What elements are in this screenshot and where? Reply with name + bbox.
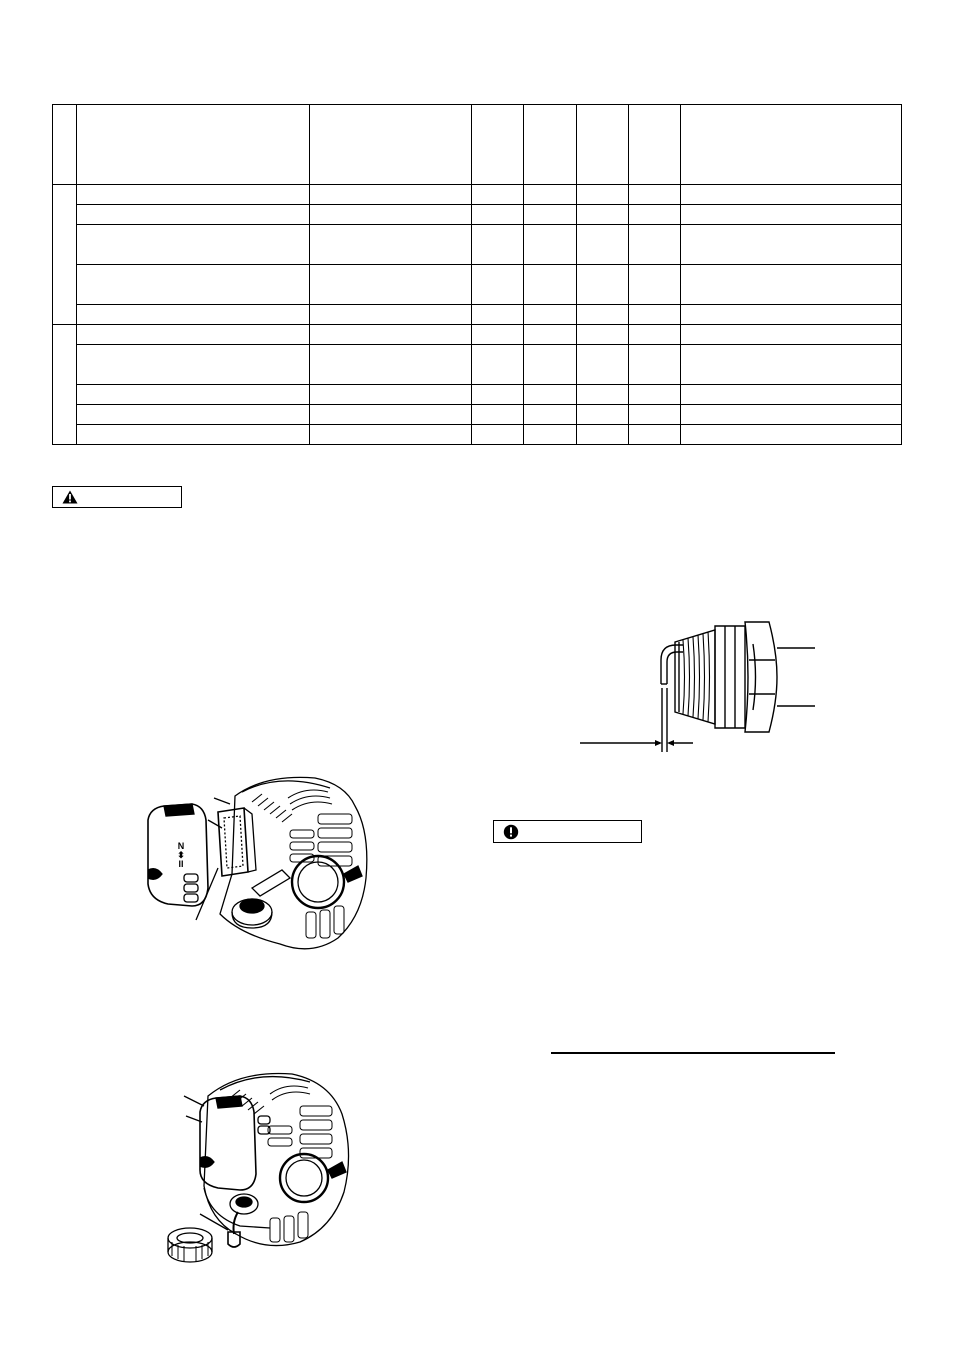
table-cell xyxy=(77,205,310,225)
caution-label xyxy=(493,820,642,843)
table-cell xyxy=(577,305,629,325)
table-cell xyxy=(77,345,310,385)
table-cell xyxy=(524,385,577,405)
table-cell xyxy=(577,385,629,405)
choke-position-marks xyxy=(176,842,186,869)
table-cell xyxy=(77,385,310,405)
table-cell xyxy=(629,385,681,405)
table-row xyxy=(53,345,902,385)
table-cell xyxy=(629,405,681,425)
table-cell xyxy=(629,265,681,305)
table-cell xyxy=(629,225,681,265)
table-cell xyxy=(77,325,310,345)
table-cell xyxy=(472,185,524,205)
table-cell xyxy=(77,185,310,205)
section-underline xyxy=(551,1052,835,1054)
table-header-cell xyxy=(77,105,310,185)
maintenance-table xyxy=(52,104,902,445)
table-cell xyxy=(310,385,472,405)
choke-mark-arrow: ⬍ xyxy=(177,850,185,860)
table-cell xyxy=(629,345,681,385)
table-cell xyxy=(310,405,472,425)
table-cell xyxy=(629,425,681,445)
table-cell xyxy=(681,225,902,265)
table-cell xyxy=(681,185,902,205)
table-cell xyxy=(472,205,524,225)
table-cell xyxy=(681,345,902,385)
table-cell xyxy=(577,205,629,225)
table-cell xyxy=(472,385,524,405)
table-cell xyxy=(681,425,902,445)
table-header-cell xyxy=(681,105,902,185)
table-cell xyxy=(681,405,902,425)
table-cell xyxy=(310,185,472,205)
table-cell xyxy=(577,225,629,265)
table-cell xyxy=(577,265,629,305)
table-cell xyxy=(310,345,472,385)
table-cell xyxy=(472,405,524,425)
table-cell xyxy=(77,265,310,305)
table-cell xyxy=(524,405,577,425)
table-cell xyxy=(524,185,577,205)
table-cell xyxy=(681,305,902,325)
table-group-cell xyxy=(53,325,77,445)
table-cell xyxy=(577,405,629,425)
table-row xyxy=(53,265,902,305)
table-header-cell xyxy=(310,105,472,185)
choke-mark-n: N xyxy=(177,841,185,851)
table-cell xyxy=(77,225,310,265)
table-row xyxy=(53,305,902,325)
table-cell xyxy=(472,225,524,265)
table-cell xyxy=(310,325,472,345)
table-row xyxy=(53,185,902,205)
table-cell xyxy=(629,325,681,345)
table-cell xyxy=(681,265,902,305)
table-cell xyxy=(472,325,524,345)
table-cell xyxy=(524,345,577,385)
table-cell xyxy=(524,325,577,345)
table-row xyxy=(53,385,902,405)
table-header-cell xyxy=(472,105,524,185)
table-cell xyxy=(310,225,472,265)
table-row xyxy=(53,425,902,445)
table-header-cell xyxy=(577,105,629,185)
table-cell xyxy=(310,205,472,225)
table-cell xyxy=(681,385,902,405)
table-row xyxy=(53,225,902,265)
table-cell xyxy=(629,185,681,205)
table-cell xyxy=(681,205,902,225)
table-row xyxy=(53,405,902,425)
table-cell xyxy=(577,345,629,385)
table-cell xyxy=(472,345,524,385)
table-cell xyxy=(53,105,77,185)
table-cell xyxy=(524,305,577,325)
table-header-cell xyxy=(629,105,681,185)
spark-plug-gap-illustration xyxy=(575,612,820,752)
table-group-cell xyxy=(53,185,77,325)
table-cell xyxy=(577,185,629,205)
table-cell xyxy=(524,225,577,265)
table-cell xyxy=(77,305,310,325)
table-cell xyxy=(524,425,577,445)
table-cell xyxy=(524,265,577,305)
table-header-row xyxy=(53,105,902,185)
table-cell xyxy=(310,305,472,325)
table-cell xyxy=(629,305,681,325)
table-cell xyxy=(524,205,577,225)
warning-triangle-icon xyxy=(62,490,78,504)
table-row xyxy=(53,325,902,345)
table-cell xyxy=(472,265,524,305)
warning-label xyxy=(52,486,182,508)
table-row xyxy=(53,205,902,225)
table-cell xyxy=(577,325,629,345)
fuel-filter-illustration xyxy=(160,1066,360,1268)
table-cell xyxy=(77,425,310,445)
table-cell xyxy=(681,325,902,345)
table-cell xyxy=(472,305,524,325)
table-cell xyxy=(577,425,629,445)
table-cell xyxy=(310,265,472,305)
table-cell xyxy=(472,425,524,445)
table-cell xyxy=(629,205,681,225)
table-cell xyxy=(310,425,472,445)
table-header-cell xyxy=(524,105,577,185)
exclamation-circle-icon xyxy=(503,824,519,840)
choke-mark-ii: II xyxy=(178,859,184,869)
table-cell xyxy=(77,405,310,425)
